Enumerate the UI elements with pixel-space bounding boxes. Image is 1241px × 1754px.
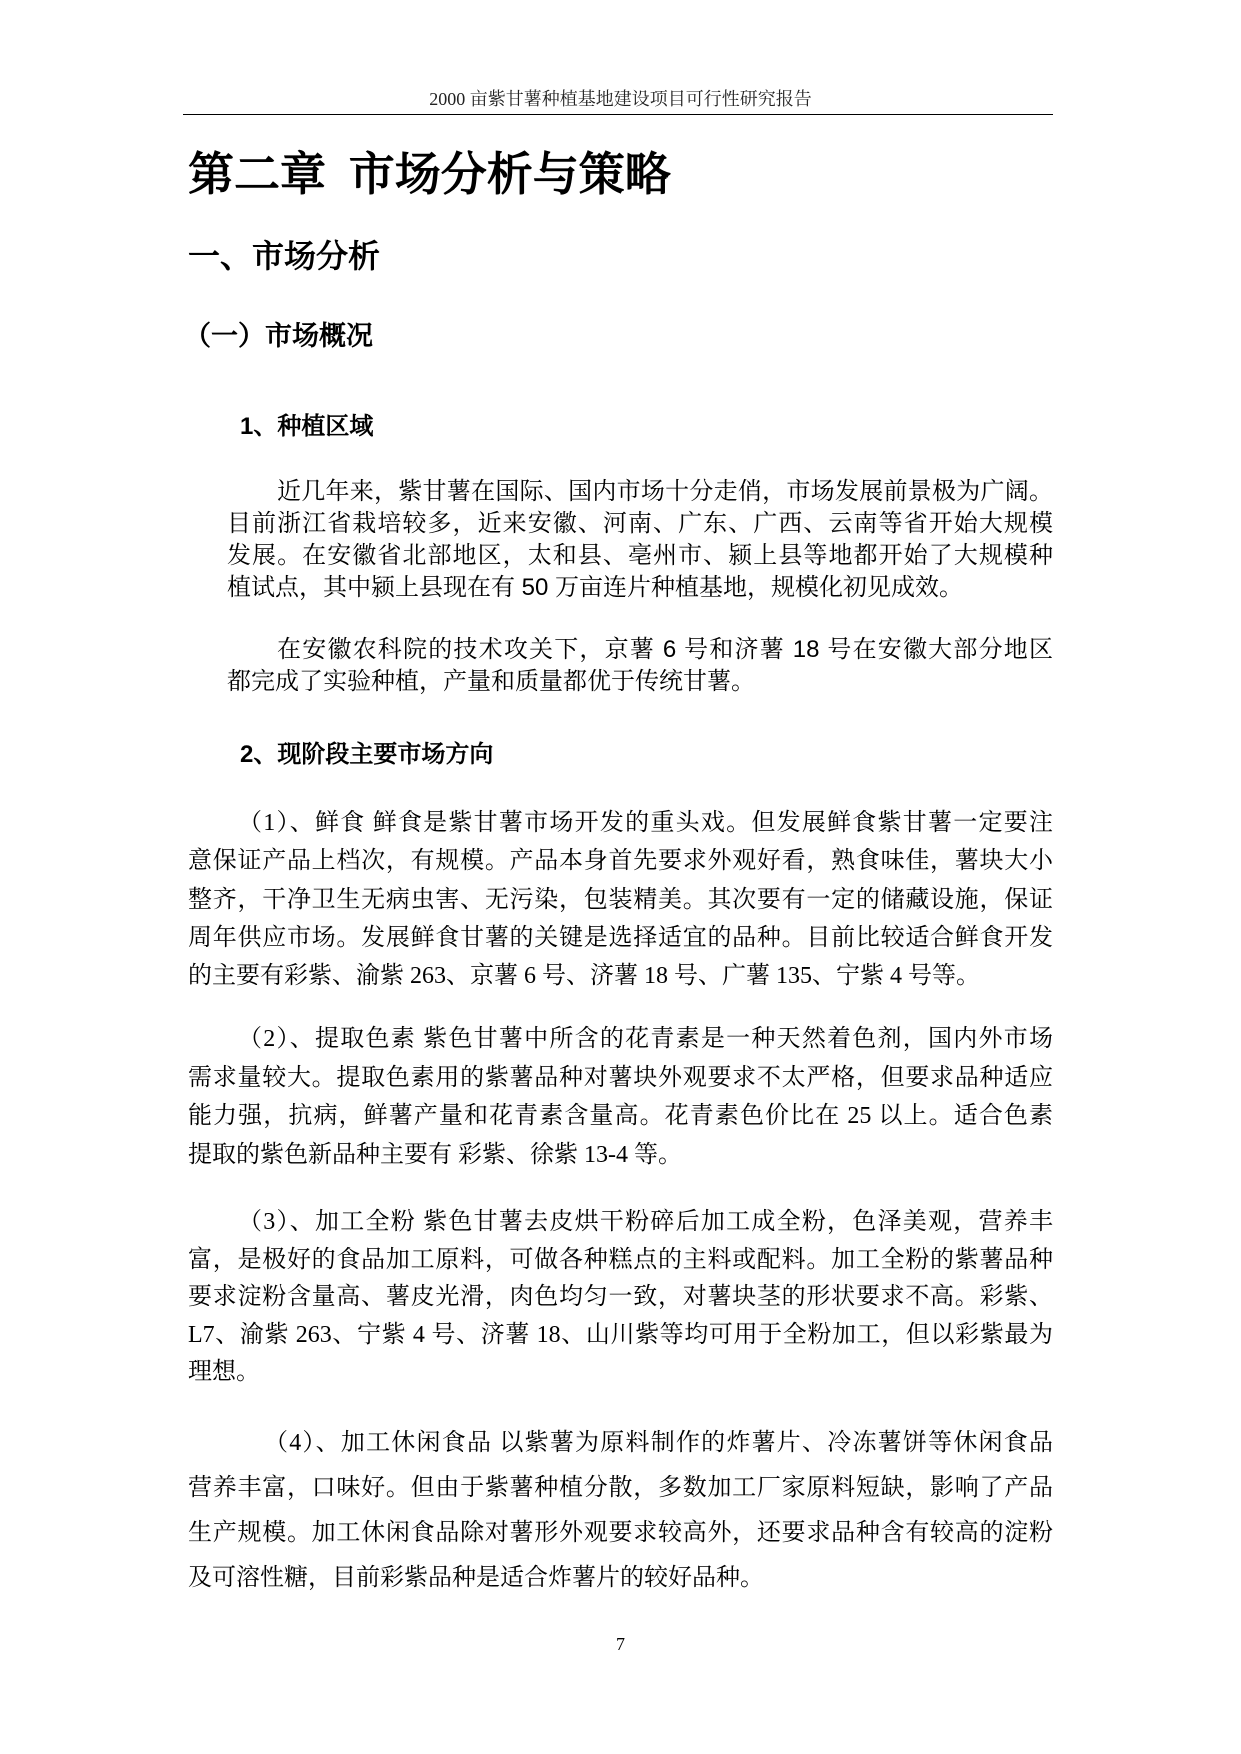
header-rule (183, 114, 1053, 115)
section-heading: 一、市场分析 (188, 238, 381, 274)
paragraph (188, 804, 1053, 995)
paragraph-line: 意保证产品上档次，有规模。产品本身首先要求外观好看，熟食味佳，薯块大小 (188, 848, 1053, 875)
paragraph-line: 周年供应市场。发展鲜食甘薯的关键是选择适宜的品种。目前比较适合鲜食开发 (188, 924, 1053, 951)
subsection-heading: （一）市场概况 (184, 321, 373, 351)
paragraph-line: 植试点，其中颍上县现在有 50 万亩连片种植基地，规模化初见成效。 (227, 574, 964, 601)
paragraph-line: 整齐，干净卫生无病虫害、无污染，包装精美。其次要有一定的储藏设施，保证 (188, 886, 1053, 913)
paragraph-line: （1）、鲜食 鲜食是紫甘薯市场开发的重头戏。但发展鲜食紫甘薯一定要注 (238, 810, 1053, 836)
chapter-title: 第二章 市场分析与策略 (188, 148, 671, 200)
paragraph (227, 476, 1053, 604)
paragraph-line: 近几年来，紫甘薯在国际、国内市场十分走俏，市场发展前景极为广阔。 (277, 478, 1053, 505)
page-number: 7 (616, 1634, 625, 1654)
paragraph-line: 发展。在安徽省北部地区，太和县、亳州市、颍上县等地都开始了大规模种 (227, 542, 1053, 569)
paragraph-line: 都完成了实验种植，产量和质量都优于传统甘薯。 (227, 668, 755, 695)
paragraph-line: 目前浙江省栽培较多，近来安徽、河南、广东、广西、云南等省开始大规模 (227, 510, 1053, 537)
topic-heading: 1、种植区域 (240, 413, 374, 440)
paragraph-line: 理想。 (188, 1359, 260, 1385)
paragraph-line: 在安徽农科院的技术攻关下，京薯 6 号和济薯 18 号在安徽大部分地区 (277, 636, 1053, 663)
paragraph (188, 1020, 1053, 1174)
paragraph-line: 富，是极好的食品加工原料，可做各种糕点的主料或配料。加工全粉的紫薯品种 (188, 1246, 1053, 1273)
paragraph (188, 1204, 1053, 1392)
paragraph-line: （4）、加工休闲食品 以紫薯为原料制作的炸薯片、冷冻薯饼等休闲食品 (264, 1430, 1053, 1456)
paragraph-line: 及可溶性糖，目前彩紫品种是适合炸薯片的较好品种。 (188, 1565, 764, 1591)
running-header: 2000 亩紫甘薯种植基地建设项目可行性研究报告 (429, 89, 812, 109)
paragraph-line: 能力强，抗病，鲜薯产量和花青素含量高。花青素色价比在 25 以上。适合色素 (188, 1103, 1053, 1129)
paragraph-line: 生产规模。加工休闲食品除对薯形外观要求较高外，还要求品种含有较高的淀粉 (188, 1520, 1053, 1546)
paragraph-line: 需求量较大。提取色素用的紫薯品种对薯块外观要求不太严格，但要求品种适应 (188, 1064, 1053, 1091)
paragraph-line: 营养丰富，口味好。但由于紫薯种植分散，多数加工厂家原料短缺，影响了产品 (188, 1475, 1053, 1501)
paragraph-line: 的主要有彩紫、渝紫 263、京薯 6 号、济薯 18 号、广薯 135、宁紫 4 号等。 (188, 963, 980, 990)
paragraph (227, 634, 1053, 698)
topic-heading: 2、现阶段主要市场方向 (240, 741, 494, 768)
paragraph-line: 要求淀粉含量高、薯皮光滑，肉色均匀一致，对薯块茎的形状要求不高。彩紫、 (188, 1284, 1053, 1310)
paragraph-line: L7、渝紫 263、宁紫 4 号、济薯 18、山川紫等均可用于全粉加工，但以彩紫最为 (188, 1321, 1053, 1348)
paragraph-line: 提取的紫色新品种主要有 彩紫、徐紫 13-4 等。 (188, 1141, 682, 1168)
paragraph (188, 1421, 1053, 1601)
paragraph-line: （3）、加工全粉 紫色甘薯去皮烘干粉碎后加工成全粉，色泽美观，营养丰 (238, 1209, 1053, 1235)
paragraph-line: （2）、提取色素 紫色甘薯中所含的花青素是一种天然着色剂，国内外市场 (238, 1026, 1053, 1052)
